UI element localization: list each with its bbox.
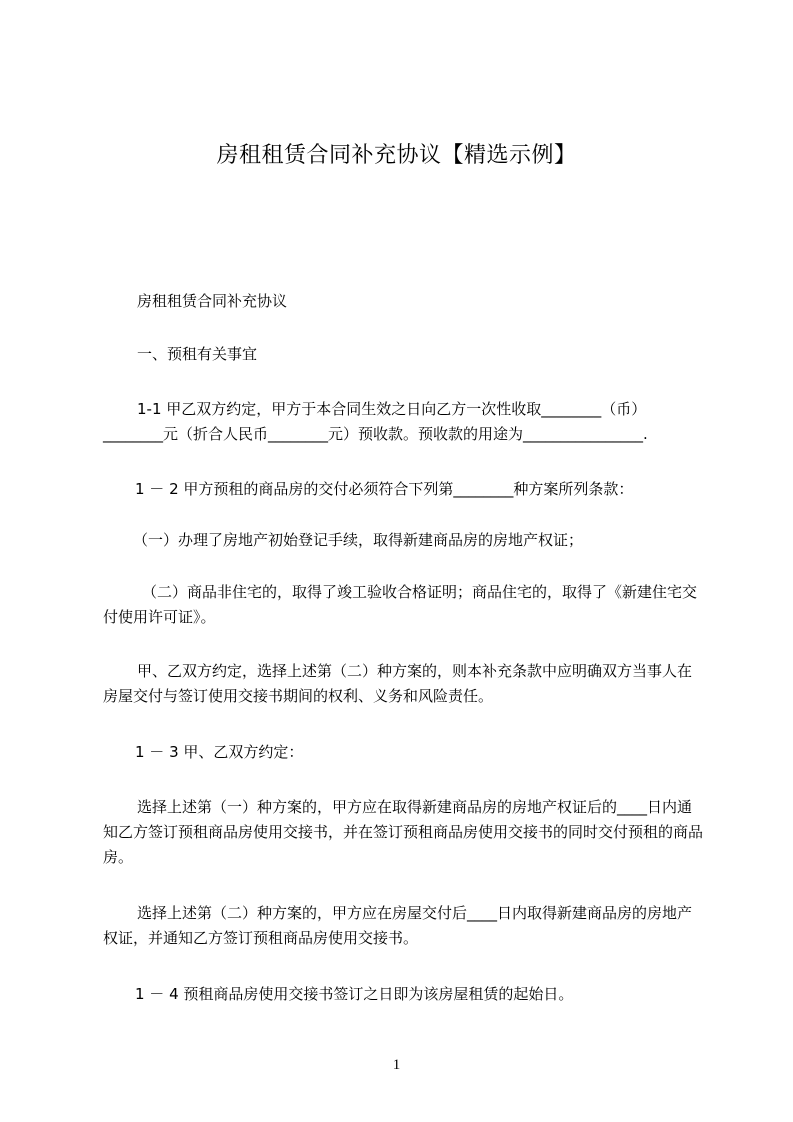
section-heading: 一、预租有关事宜 [137,345,258,363]
clause-1-3-paragraph: 1 － 3 甲、乙双方约定： [135,743,304,761]
page-number: 1 [392,1057,401,1073]
option-two-paragraph: （二）商品非住宅的，取得了竣工验收合格证明；商品住宅的，取得了《新建住宅交付使用许可证》。 [103,583,698,626]
subtitle-paragraph: 房租租赁合同补充协议 [137,292,288,310]
clause-1-2-paragraph: 1 － 2 甲方预租的商品房的交付必须符合下列第________种方案所列条款： [135,480,634,498]
clause-1-4-paragraph: 1 － 4 预租商品房使用交接书签订之日即为该房屋租赁的起始日。 [135,985,574,1003]
option-one-paragraph: （一）办理了房地产初始登记手续，取得新建商品房的房地产权证； [133,531,584,549]
option-one-detail-paragraph: 选择上述第（一）种方案的，甲方应在取得新建商品房的房地产权证后的____日内通知乙方签订预租商品房使用交接书，并在签订预租商品房使用交接书的同时交付预租的商品房。 [103,798,704,866]
option-two-detail-paragraph: 选择上述第（二）种方案的，甲方应在房屋交付后____日内取得新建商品房的房地产权证，并通知乙方签订预租商品房使用交接书。 [103,904,693,947]
agreement-paragraph: 甲、乙双方约定，选择上述第（二）种方案的，则本补充条款中应明确双方当事人在房屋交付与签订使用交接书期间的权利、义务和风险责任。 [103,662,693,705]
document-title: 房租租赁合同补充协议【精选示例】 [216,143,577,168]
clause-1-1-paragraph: 1-1 甲乙双方约定，甲方于本合同生效之日向乙方一次性收取________（币）________元（折合人民币________元）预收款。预收款的用途为________________. [103,400,648,443]
